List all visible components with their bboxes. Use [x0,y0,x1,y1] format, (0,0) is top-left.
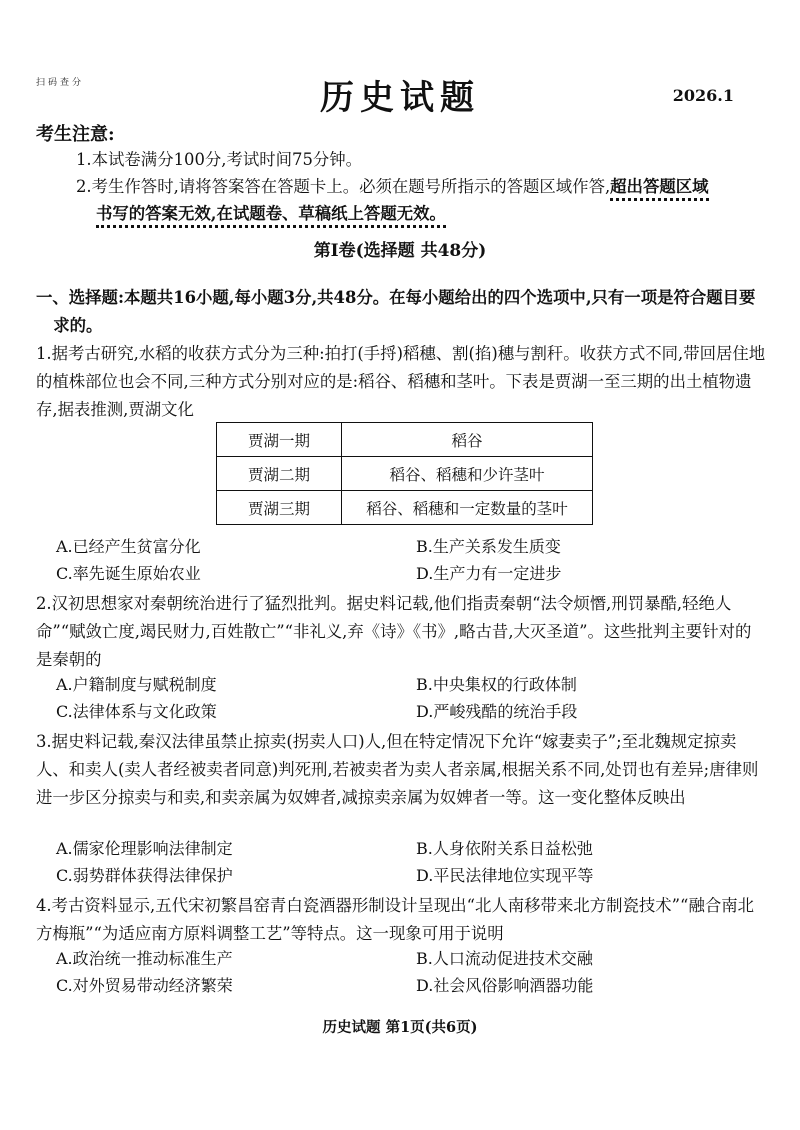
section-instruction: 一、选择题:本题共16小题,每小题3分,共48分。在每小题给出的四个选项中,只有一项是符合题目要求的。 [36,288,756,335]
table-cell: 贾湖二期 [217,457,342,491]
question-1-table [216,422,593,525]
page-footer: 历史试题 第1页(共6页) [322,1019,478,1036]
question-2-option-b: B.中央集权的行政体制 [416,675,577,694]
section-title: 第Ⅰ卷(选择题 共48分) [313,241,487,261]
table-cell: 贾湖一期 [217,423,342,457]
question-3-option-a: A.儒家伦理影响法律制定 [56,839,233,858]
question-3-option-b: B.人身依附关系日益松弛 [416,839,593,858]
question-1-option-a: A.已经产生贫富分化 [56,537,201,556]
question-4-option-d: D.社会风俗影响酒器功能 [416,976,594,995]
question-1-option-b: B.生产关系发生质变 [416,537,561,556]
question-3-stem: 3.据史料记载,秦汉法律虽禁止掠卖(拐卖人口)人,但在特定情况下允许“嫁妻卖子”;至北魏规定掠卖人、和卖人(卖人者经被卖者同意)判死刑,若被卖者为卖人者亲属,根据关系不同,处罚也有差异;唐律则进一步区分掠卖与和卖,和卖亲属为奴婢者,减掠卖亲属为奴婢者一等。这一变化整体反映出 [36,732,759,807]
table-row [217,457,593,491]
question-3-option-c: C.弱势群体获得法律保护 [56,866,233,885]
notice-item-2-dotted-a: 超出答题区域 [610,177,708,201]
notice-heading: 考生注意: [36,124,115,145]
question-4-option-c: C.对外贸易带动经济繁荣 [56,976,233,995]
notice-item-2-dotted-b: 书写的答案无效,在试题卷、草稿纸上答题无效。 [96,204,446,228]
notice-item-1: 1.本试卷满分100分,考试时间75分钟。 [76,150,363,169]
question-2-option-c: C.法律体系与文化政策 [56,702,217,721]
exam-date: 2026.1 [672,86,734,105]
notice-item-2 [76,173,709,201]
table-row [217,491,593,525]
question-4-option-a: A.政治统一推动标准生产 [56,949,233,968]
question-4-stem: 4.考古资料显示,五代宋初繁昌窑青白瓷酒器形制设计呈现出“北人南移带来北方制瓷技术”“融合南北方梅瓶”“为适应南方原料调整工艺”等特点。这一现象可用于说明 [36,896,754,943]
table-cell: 贾湖三期 [217,491,342,525]
question-2-stem: 2.汉初思想家对秦朝统治进行了猛烈批判。据史料记载,他们指责秦朝“法令烦憯,刑罚暴酷,轻绝人命”“赋敛亡度,竭民财力,百姓散亡”“非礼义,弃《诗》《书》,略古昔,大灭圣道”。这些批判主要针对的是秦朝的 [36,594,752,669]
question-2-option-a: A.户籍制度与赋税制度 [56,675,217,694]
question-4-option-b: B.人口流动促进技术交融 [416,949,593,968]
question-2-option-d: D.严峻残酷的统治手段 [416,702,578,721]
question-1-option-c: C.率先诞生原始农业 [56,564,201,583]
table-cell: 稻谷、稻穗和一定数量的茎叶 [342,491,593,525]
question-3-option-d: D.平民法律地位实现平等 [416,866,594,885]
scan-note: 扫码查分 [36,78,85,88]
table-cell: 稻谷、稻穗和少许茎叶 [342,457,593,491]
page-title: 历史试题 [320,78,480,118]
question-1-option-d: D.生产力有一定进步 [416,564,562,583]
question-1-stem: 1.据考古研究,水稻的收获方式分为三种:拍打(手捋)稻穗、割(掐)穗与割秆。收获方式不同,带回居住地的植株部位也会不同,三种方式分别对应的是:稻谷、稻穗和茎叶。下表是贾湖一至三期的出土植物遗存,据表推测,贾湖文化 [36,344,766,419]
table-cell: 稻谷 [342,423,593,457]
notice-item-2-plain: 2.考生作答时,请将答案答在答题卡上。必须在题号所指示的答题区域作答, [76,177,611,196]
table-row [217,423,593,457]
notice-item-2-cont [96,200,446,228]
